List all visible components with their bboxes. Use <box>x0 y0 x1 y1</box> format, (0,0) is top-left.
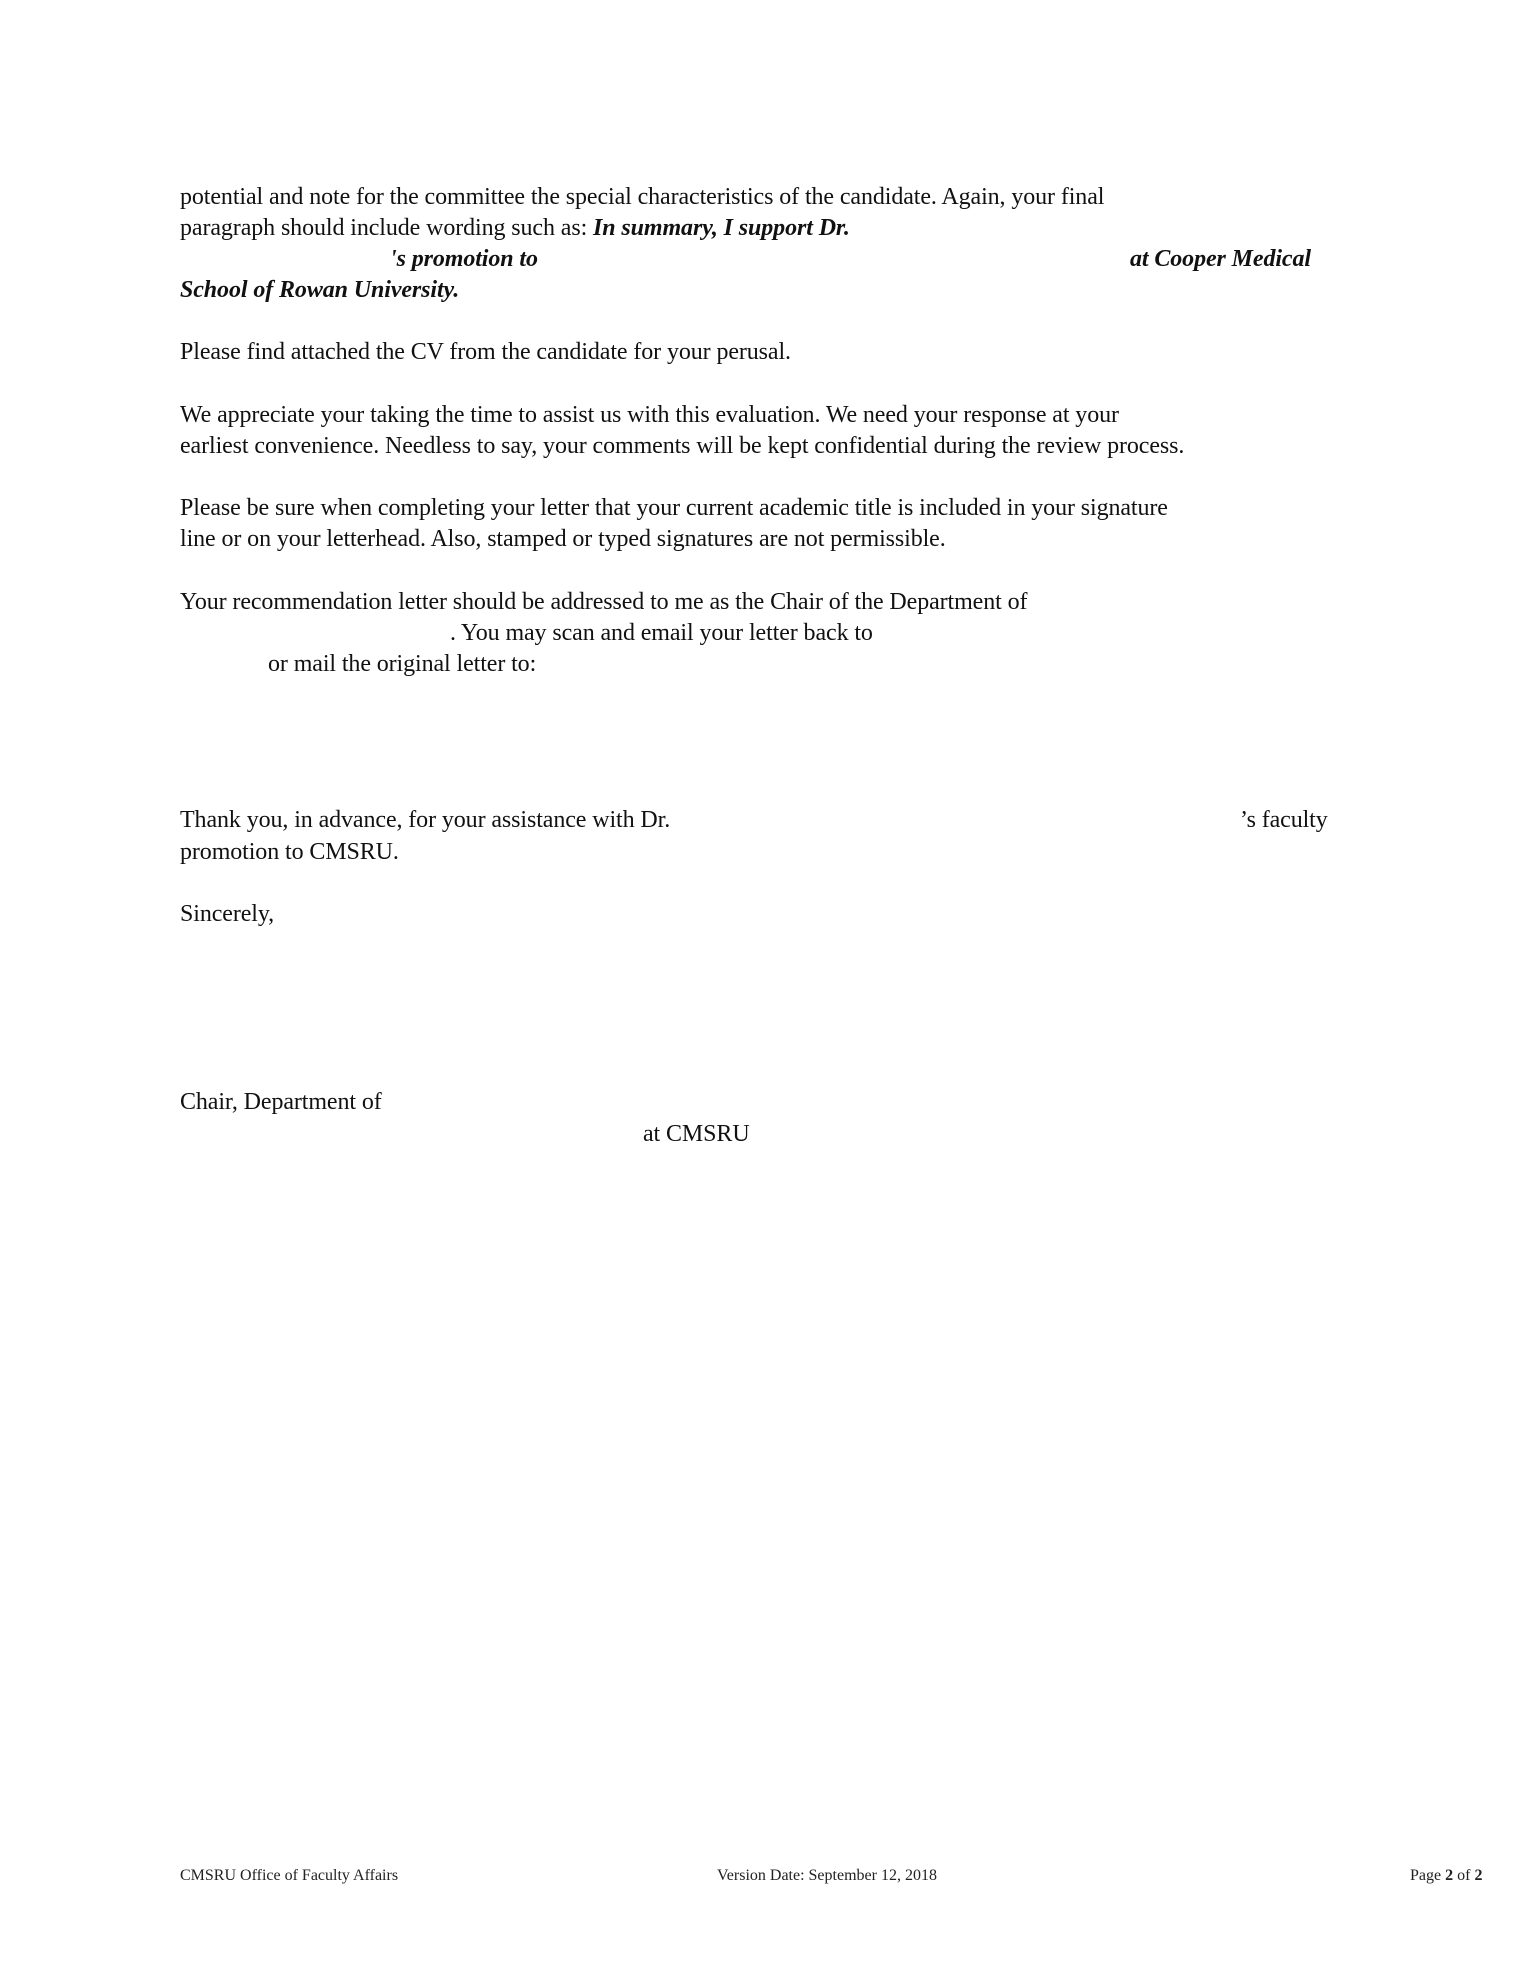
paragraph-1-line-3a <box>390 244 538 274</box>
text: at CMSRU <box>643 1121 750 1147</box>
paragraph-2-line-1 <box>180 337 791 367</box>
paragraph-4-line-1 <box>180 493 1168 523</box>
text: ’s faculty <box>1240 807 1328 833</box>
paragraph-1-line-1 <box>180 182 1104 212</box>
signature-line-1 <box>180 1087 382 1117</box>
emphasis-text: School of Rowan University. <box>180 277 460 303</box>
emphasis-text: In summary, I support Dr. <box>593 215 850 241</box>
emphasis-text: at Cooper Medical <box>1130 246 1311 272</box>
paragraph-1-line-4 <box>180 275 459 305</box>
page-prefix: Page <box>1410 1867 1446 1884</box>
paragraph-1-line-3b <box>1130 244 1311 274</box>
paragraph-5-line-1 <box>180 587 1027 617</box>
text: Please be sure when completing your letter that your current academic title is included in your signature <box>180 495 1168 521</box>
paragraph-5-line-3 <box>268 649 536 679</box>
closing <box>180 899 274 929</box>
text: or mail the original letter to: <box>268 651 537 677</box>
text: promotion to CMSRU. <box>180 839 399 865</box>
text: We appreciate your taking the time to assist us with this evaluation. We need your response at your <box>180 402 1119 428</box>
text: earliest convenience. Needless to say, your comments will be kept confidential during the review process. <box>180 433 1185 459</box>
text: potential and note for the committee the special characteristics of the candidate. Again, your final <box>180 184 1105 210</box>
signature-line-2 <box>643 1119 750 1149</box>
text: Please find attached the CV from the candidate for your perusal. <box>180 339 791 365</box>
footer-page-number <box>1410 1866 1482 1886</box>
emphasis-text: 's promotion to <box>390 246 538 272</box>
paragraph-1-line-2 <box>180 213 850 243</box>
text: Chair, Department of <box>180 1089 382 1115</box>
footer-left <box>180 1866 398 1886</box>
text: Thank you, in advance, for your assistance with Dr. <box>180 807 671 833</box>
paragraph-6-line-1b <box>1240 805 1328 835</box>
page-current: 2 <box>1445 1867 1454 1884</box>
paragraph-5-line-2 <box>450 618 873 648</box>
paragraph-3-line-1 <box>180 400 1119 430</box>
text: . You may scan and email your letter back to <box>450 620 873 646</box>
text: paragraph should include wording such as: <box>180 215 594 241</box>
text: Your recommendation letter should be addressed to me as the Chair of the Department of <box>180 589 1028 615</box>
office-name: CMSRU Office of Faculty Affairs <box>180 1867 399 1884</box>
text: line or on your letterhead. Also, stamped or typed signatures are not permissible. <box>180 526 946 552</box>
text: Sincerely, <box>180 901 275 927</box>
paragraph-3-line-2 <box>180 431 1184 461</box>
page-sep: of <box>1453 1867 1475 1884</box>
page-total: 2 <box>1474 1867 1483 1884</box>
paragraph-4-line-2 <box>180 524 946 554</box>
paragraph-6-line-1a <box>180 805 670 835</box>
footer-center <box>717 1866 937 1886</box>
paragraph-6-line-2 <box>180 837 399 867</box>
version-date: Version Date: September 12, 2018 <box>717 1867 937 1884</box>
